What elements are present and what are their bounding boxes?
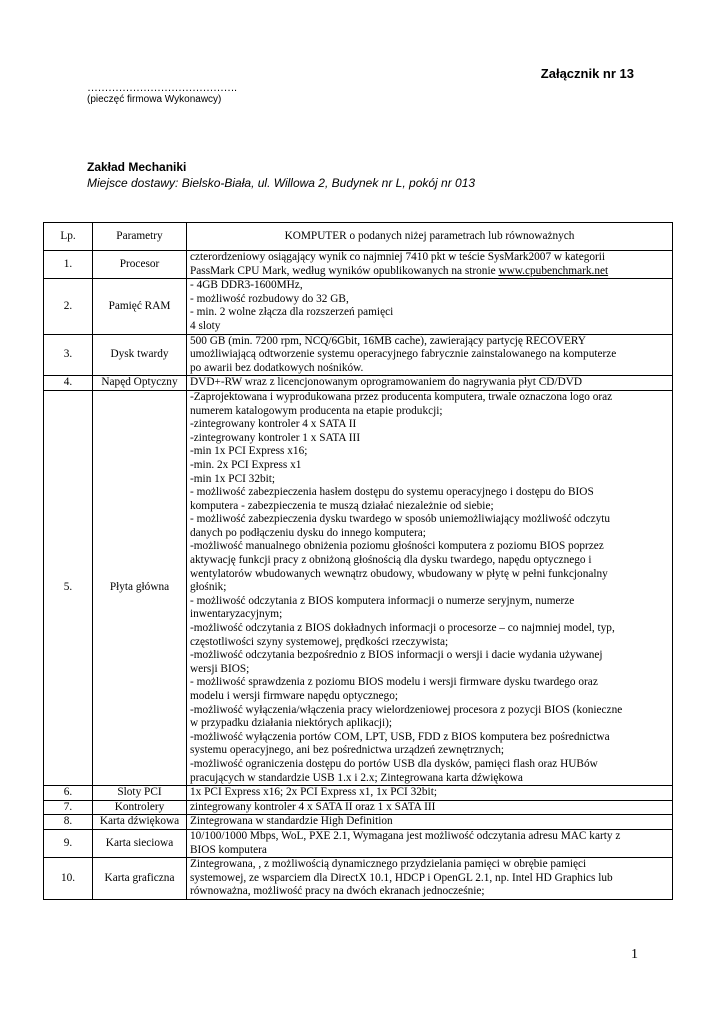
parameter-name: Kontrolery <box>93 800 187 815</box>
parameter-value <box>187 815 673 830</box>
value-line: BIOS komputera <box>190 843 267 856</box>
value-line: - możliwość zabezpieczenia hasłem dostępu do systemu operacyjnego i dostępu do BIOS <box>190 486 594 499</box>
value-line: - możliwość rozbudowy do 32 GB, <box>190 292 349 305</box>
attachment-label: Załącznik nr 13 <box>540 66 634 81</box>
value-line: częstotliwości szyny systemowej, prędkości rzeczywista; <box>190 635 449 648</box>
value-line: -zintegrowany kontroler 1 x SATA III <box>190 431 361 444</box>
stamp-dotted-line: ……………………………………. <box>87 82 237 94</box>
parameter-value <box>187 376 673 391</box>
value-line: po awarii bez dodatkowych nośników. <box>190 361 364 374</box>
value-line: - możliwość sprawdzenia z poziomu BIOS modelu i wersji firmware dysku twardego oraz <box>190 676 598 689</box>
table-row <box>44 786 673 801</box>
table-row <box>44 279 673 334</box>
parameter-name: Napęd Optyczny <box>93 376 187 391</box>
value-line: -min 1x PCI Express x16; <box>190 445 308 458</box>
value-line: 4 sloty <box>190 319 221 332</box>
value-line: czterordzeniowy osiągający wynik co najmniej 7410 pkt w teście SysMark2007 w kategorii <box>190 251 606 263</box>
row-number: 9. <box>44 829 93 857</box>
value-line: równoważna, możliwość pracy na dwóch ekranach jednocześnie; <box>190 885 485 898</box>
table-row <box>44 251 673 279</box>
value-line: danych po podłączeniu dysku do innego komputera; <box>190 526 426 539</box>
column-header-params: Parametry <box>93 223 187 251</box>
table-header-row <box>44 223 673 251</box>
value-line: aktywację funkcji pracy z obniżoną głośnością dla dysku twardego, napędu optycznego i <box>190 554 592 567</box>
value-line: 500 GB (min. 7200 rpm, NCQ/6Gbit, 16MB cache), zawierający partycję RECOVERY <box>190 334 586 347</box>
parameter-name: Karta dźwiękowa <box>93 815 187 830</box>
row-number: 8. <box>44 815 93 830</box>
row-number: 1. <box>44 251 93 279</box>
table-row <box>44 815 673 830</box>
column-header-lp: Lp. <box>44 223 93 251</box>
value-line: zintegrowany kontroler 4 x SATA II oraz 1 x SATA III <box>190 800 436 813</box>
value-line: inwentaryzacyjnym; <box>190 608 283 621</box>
value-line: DVD+-RW wraz z licencjonowanym oprogramowaniem do nagrywania płyt CD/DVD <box>190 376 583 389</box>
value-line: -możliwość wyłączenia/włączenia pracy wielordzeniowej procesora z pozycji BIOS (konieczne <box>190 703 623 716</box>
table-row <box>44 376 673 391</box>
row-number: 5. <box>44 390 93 785</box>
table-row <box>44 390 673 785</box>
value-line: w przypadku działania niektórych aplikacji); <box>190 717 393 730</box>
table-row <box>44 800 673 815</box>
value-line: - możliwość odczytania z BIOS komputera informacji o numerze seryjnym, numerze <box>190 594 575 607</box>
value-line: systemowej, ze wsparciem dla DirectX 10.1, HDCP i OpenGL 2.1, np. Intel HD Graphics lub <box>190 871 613 884</box>
value-line: - możliwość zabezpieczenia dysku twardego w sposób uniemożliwiający możliwość odczytu <box>190 513 611 526</box>
row-number: 3. <box>44 334 93 376</box>
value-line: systemu operacyjnego, ani bez pośrednictwa urządzeń zewnętrznych; <box>190 744 504 757</box>
parameter-value <box>187 800 673 815</box>
parameter-value <box>187 279 673 334</box>
value-line: komputera - zabezpieczenia te muszą działać niezależnie od siebie; <box>190 499 494 512</box>
parameter-value <box>187 334 673 376</box>
value-line: modelu i wersji firmware napędu optycznego; <box>190 690 398 702</box>
table-row <box>44 334 673 376</box>
value-line: Zintegrowana, , z możliwością dynamicznego przydzielania pamięci w obrębie pamięci <box>190 858 587 871</box>
value-line: -Zaprojektowana i wyprodukowana przez producenta komputera, trwale oznaczona logo oraz <box>190 390 613 403</box>
value-line: 1x PCI Express x16; 2x PCI Express x1, 1x PCI 32bit; <box>190 786 437 799</box>
parameter-name: Pamięć RAM <box>93 279 187 334</box>
page-number: 1 <box>631 947 638 962</box>
value-line: -możliwość wyłączenia portów COM, LPT, USB, FDD z BIOS komputera bez pośrednictwa <box>190 730 610 743</box>
value-line: PassMark CPU Mark, według wyników opublikowanych na stronie www.cpubenchmark.net <box>190 264 609 277</box>
specification-table <box>43 222 673 900</box>
parameter-value <box>187 390 673 785</box>
parameter-name: Sloty PCI <box>93 786 187 801</box>
row-number: 4. <box>44 376 93 391</box>
value-line: pracujących w standardzie USB 1.x i 2.x; Zintegrowana karta dźwiękowa <box>190 771 523 784</box>
value-line: numerem katalogowym producenta na etapie produkcji; <box>190 404 443 417</box>
benchmark-link[interactable]: www.cpubenchmark.net <box>498 264 609 277</box>
row-number: 7. <box>44 800 93 815</box>
row-number: 6. <box>44 786 93 801</box>
stamp-caption: (pieczęć firmowa Wykonawcy) <box>87 94 222 105</box>
parameter-name: Karta sieciowa <box>93 829 187 857</box>
parameter-value <box>187 251 673 279</box>
value-line: Zintegrowana w standardzie High Definition <box>190 815 393 828</box>
value-line: - min. 2 wolne złącza dla rozszerzeń pamięci <box>190 306 394 319</box>
value-line: głośnik; <box>190 581 227 594</box>
row-number: 2. <box>44 279 93 334</box>
value-line: -możliwość ograniczenia dostępu do portów USB dla dysków, pamięci flash oraz HUBów <box>190 757 598 770</box>
parameter-name: Dysk twardy <box>93 334 187 376</box>
value-line: -możliwość manualnego obniżenia poziomu głośności komputera z poziomu BIOS poprzez <box>190 540 604 553</box>
value-line: -możliwość odczytania bezpośrednio z BIOS informacji o wersji i dacie wydania używanej <box>190 649 603 662</box>
department-name: Zakład Mechaniki <box>87 160 187 174</box>
parameter-value <box>187 786 673 801</box>
table-row <box>44 858 673 900</box>
row-number: 10. <box>44 858 93 900</box>
column-header-computer: KOMPUTER o podanych niżej parametrach lub równoważnych <box>187 223 673 251</box>
table-row <box>44 829 673 857</box>
value-line: wentylatorów wbudowanych wewnątrz obudowy, wbudowany w płytę w pełni funkcjonalny <box>190 567 608 580</box>
parameter-value <box>187 858 673 900</box>
parameter-name: Procesor <box>93 251 187 279</box>
value-line: -min. 2x PCI Express x1 <box>190 458 302 471</box>
delivery-place: Miejsce dostawy: Bielsko-Biała, ul. Willowa 2, Budynek nr L, pokój nr 013 <box>87 176 476 190</box>
parameter-value <box>187 829 673 857</box>
parameter-name: Karta graficzna <box>93 858 187 900</box>
value-line: umożliwiającą odtworzenie systemu operacyjnego fabrycznie zainstalowanego na komputerze <box>190 348 617 361</box>
value-line: wersji BIOS; <box>190 662 250 675</box>
value-line: -możliwość odczytania z BIOS dokładnych informacji o procesorze – co najmniej model, typ, <box>190 622 615 635</box>
parameter-name: Płyta główna <box>93 390 187 785</box>
value-line: - 4GB DDR3-1600MHz, <box>190 279 303 292</box>
value-line: -min 1x PCI 32bit; <box>190 472 276 485</box>
value-line: 10/100/1000 Mbps, WoL, PXE 2.1, Wymagana jest możliwość odczytania adresu MAC karty z <box>190 829 621 842</box>
value-line: -zintegrowany kontroler 4 x SATA II <box>190 418 357 431</box>
table-body <box>44 251 673 900</box>
